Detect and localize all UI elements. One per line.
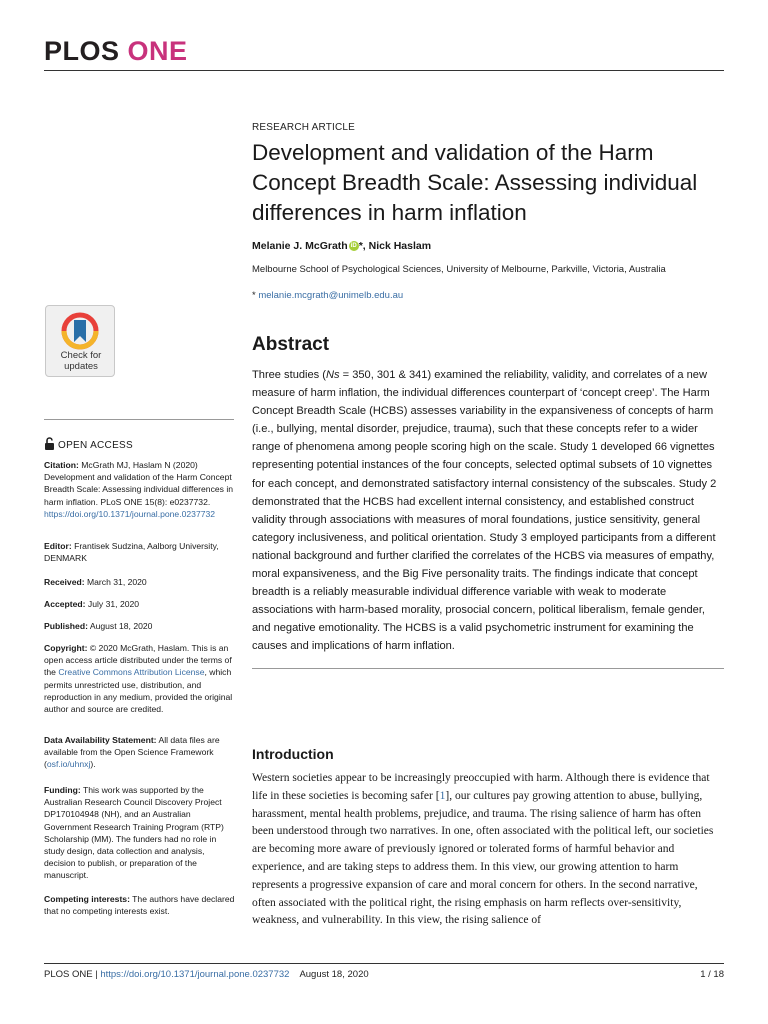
footer-doi-link[interactable]: https://doi.org/10.1371/journal.pone.0237732 (100, 969, 290, 980)
article-type: RESEARCH ARTICLE (252, 122, 356, 133)
license-link[interactable]: Creative Commons Attribution License (58, 667, 205, 678)
editor-block: Editor: Frantisek Sudzina, Aalborg University, DENMARK (44, 541, 219, 564)
check-for-updates-label: Check for updates (60, 350, 102, 372)
citation-doi-link[interactable]: https://doi.org/10.1371/journal.pone.0237732 (44, 508, 216, 519)
reference-link[interactable]: 1 (439, 789, 446, 802)
author-haslam[interactable]: *, Nick Haslam (358, 240, 432, 252)
published-date: Published: August 18, 2020 (44, 621, 153, 631)
orcid-icon[interactable]: iD (350, 243, 357, 250)
footer: PLOS ONE | https://doi.org/10.1371/journal.pone.0237732 August 18, 2020 (44, 969, 369, 980)
journal-logo[interactable] (44, 36, 188, 67)
accepted-date: Accepted: July 31, 2020 (44, 599, 140, 609)
open-lock-icon (44, 437, 55, 450)
logo-one: ONE (127, 36, 188, 66)
footer-divider (44, 963, 724, 964)
article-title: Development and validation of the Harm Concept Breadth Scale: Assessing individual differences in harm inflation (252, 140, 698, 225)
author-list (252, 240, 431, 252)
copyright-block: Copyright: © 2020 McGrath, Haslam. This is an open access article distributed under the terms of the Creative Commons Attribution License, which permits unrestricted use, distribution, and reproduction in any medium, provided the original author and source are credited. (44, 643, 233, 715)
email-link[interactable]: melanie.mcgrath@unimelb.edu.au (258, 290, 404, 301)
data-availability-block: Data Availability Statement: All data files are available from the Open Science Framework (osf.io/uhnxj). (44, 735, 220, 770)
introduction-heading: Introduction (252, 746, 334, 762)
check-for-updates-badge[interactable] (45, 305, 115, 377)
author-mcgrath[interactable]: Melanie J. McGrath (252, 240, 348, 252)
competing-interests-block: Competing interests: The authors have declared that no competing interests exist. (44, 894, 235, 917)
osf-link[interactable]: osf.io/uhnxj (46, 759, 91, 770)
logo-plos: PLOS (44, 36, 120, 66)
corresponding-email (252, 290, 403, 301)
header-divider (44, 70, 724, 71)
abstract-heading: Abstract (252, 334, 330, 355)
sidebar-divider (44, 419, 234, 420)
abstract-text: Three studies (Ns = 350, 301 & 341) examined the reliability, validity, and correlates of a new measure of harm inflation, the individual differences counterpart of ‘concept creep’. The Harm Concept Breadth Scale (HCBS) assesses variability in the expansiveness of concepts of harm (i.e., bullying, mental disorder, prejudice, trauma), such that these concepts refer to a wider range of phenomena among people scoring high on the scale. Study 1 developed 66 vignettes representing potential instances of the four concepts, selected optimal subsets of 10 vignettes for each concept, and demonstrated satisfactory internal consistency of the subscales. Study 2 demonstrated that the HCBS had excellent internal consistency, and established construct validity through associations with measures of moral foundations, justice sensitivity, general category inclusiveness, and political orientation. Study 3 employed participants from a different national background and further clarified the correlates of the HCBS via measures of empathy, moral expansiveness, and the Big Five personality traits. The findings indicate that concept breadth is a reliably measurable individual difference variable with weak to moderate associations with harm-based morality, prosocial concern, political liberalism, female gender, and negative emotionality. The HCBS is a valid psychometric instrument for examining the causes and implications of harm inflation. (252, 369, 717, 653)
page-number: 1 / 18 (700, 969, 724, 980)
affiliation: Melbourne School of Psychological Sciences, University of Melbourne, Parkville, Victoria, Australia (252, 264, 666, 275)
open-access-label: OPEN ACCESS (44, 437, 133, 451)
introduction-text: Western societies appear to be increasingly preoccupied with harm. Although there is evidence that life in these societies is becoming safer [1], our cultures pay growing attention to abuse, bullying, harassment, mental health problems, prejudice, and trauma. The rising salience of harm has often been understood through two narratives. In one, often associated with the political left, our societies are becoming more aware of previously ignored or tolerated forms of harmful behavior and experience, and are taking steps to address them. In this view, our growing attention to harm represents a progressive expansion of care and moral concern for others. In the second narrative, often associated with the political right, the rising emphasis on harm reflects over-sensitivity, weakness, and vulnerability. In this view, the rising salience of (252, 772, 714, 927)
citation-block: Citation: McGrath MJ, Haslam N (2020) Development and validation of the Harm Concept Breadth Scale: Assessing individual differences in harm inflation. PLoS ONE 15(8): e0237732. https://doi.org/10.1371/journal.pone.0237732 (44, 460, 234, 519)
email-star: * (252, 290, 259, 301)
received-date: Received: March 31, 2020 (44, 577, 147, 587)
abstract-divider (252, 668, 724, 669)
bookmark-ring-icon (61, 312, 99, 350)
funding-block: Funding: This work was supported by the Australian Research Council Discovery Project DP170104948 (NH), and an Australian Government Research Training Program (RTP) Scholarship (MM). The funders had no role in study design, data collection and analysis, decision to publish, or preparation of the manuscript. (44, 785, 224, 881)
